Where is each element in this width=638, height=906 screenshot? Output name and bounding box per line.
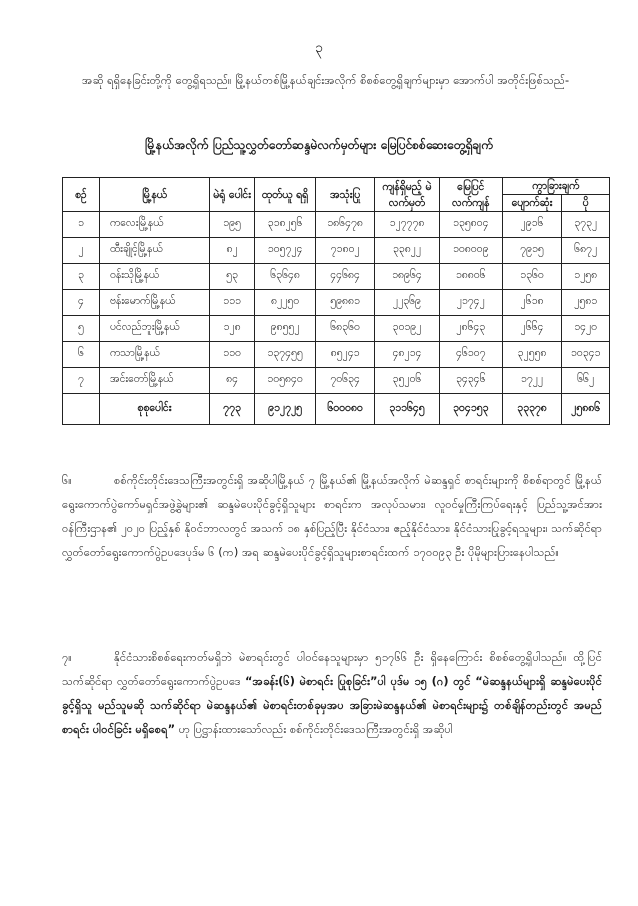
- cell-used: ၅၉၈၈၁: [316, 290, 375, 316]
- table-row: [63, 264, 610, 290]
- cell-issued: ၈၂၂၅၀: [255, 290, 316, 316]
- cell-total-missing: ၃၃၃၇၈: [502, 394, 562, 425]
- paragraph-6-number: ၆။: [62, 473, 72, 487]
- header-township: မြို့နယ်: [99, 178, 209, 212]
- paragraph-6-text: စစ်ကိုင်းတိုင်းဒေသကြီးအတွင်းရှိ အဆိုပါမြို့နယ် ၇ မြို့နယ်၏ မြို့နယ်အလိုက် မဲဆန္ဒရှင် စာရင်းများကို စိစစ်ရာတွင် မြို့နယ်ရွေးကောက်ပွဲကော်မရှင်အဖွဲ့ခွဲများ၏ ဆန္ဒမဲပေးပိုင်ခွင့်ရှိသူများ စာရင်းက အလုပ်သမား၊ လူဝင်မှုကြီးကြပ်ရေးနှင့် ပြည်သူ့အင်အားဝန်ကြီးဌာန၏ ၂၀၂၀ ပြည့်နှစ် နိုဝင်ဘာလတွင် အသက် ၁၈ နှစ်ပြည့်ပြီး နိုင်ငံသား၊ ဧည့်နိုင်ငံသား၊ နိုင်ငံသားပြုခွင့်ရသူများ၊ သက်ဆိုင်ရာ လွှတ်တော်ရွေးကောက်ပွဲဥပဒေပုဒ်မ ၆ (က) အရ ဆန္ဒမဲပေးပိုင်ခွင့်ရှိသူများစာရင်းထက် ၁၇၀၀၉၃ ဦး ပိုမိုများပြားနေပါသည်။: [62, 473, 602, 559]
- table-row: [63, 316, 610, 342]
- cell-missing: ၂၆၁၈: [502, 290, 562, 316]
- cell-township: အင်းတော်မြို့နယ်: [99, 368, 209, 394]
- page-number: ၃: [315, 40, 323, 56]
- cell-used: ၈၅၂၄၁: [316, 342, 375, 368]
- cell-missing: ၂၉၁၆: [502, 212, 562, 238]
- table-row: [63, 342, 610, 368]
- cell-township: ကလေးမြို့နယ်: [99, 212, 209, 238]
- table-total-row: [63, 394, 610, 425]
- cell-excess: ၁၄၂၀: [562, 316, 610, 342]
- table-header-row: [63, 178, 610, 195]
- cell-excess: ၂၅၈၁: [562, 290, 610, 316]
- cell-ground: ၂၈၆၄၃: [439, 316, 502, 342]
- cell-township: ဗန်းမောက်မြို့နယ်: [99, 290, 209, 316]
- cell-township: ထီးချိုင့်မြို့နယ်: [99, 238, 209, 264]
- cell-ground: ၁၃၅၈၀၄: [439, 212, 502, 238]
- cell-excess: ၆၆၂: [562, 368, 610, 394]
- header-ground-remaining: မြေပြင် လက်ကျန်: [439, 178, 502, 212]
- cell-township: ဝန်းသိုမြို့နယ်: [99, 264, 209, 290]
- cell-issued: ၉၈၅၅၂: [255, 316, 316, 342]
- cell-remaining: ၁၈၉၆၄: [375, 264, 440, 290]
- header-issued: ထုတ်ယူ ရရှိ: [255, 178, 316, 212]
- cell-excess: ၁၂၅၈: [562, 264, 610, 290]
- cell-remaining: ၃၅၂၀၆: [375, 368, 440, 394]
- cell-issued: ၁၀၅၇၂၄: [255, 238, 316, 264]
- cell-total-used: ၆၀၀၀၈၀: [316, 394, 375, 425]
- cell-township: ပင်လည်ဘူးမြို့နယ်: [99, 316, 209, 342]
- paragraph-7-text-c: ဟု ပြဋ္ဌာန်းထားသော်လည်း စစ်ကိုင်းတိုင်းဒေသကြီးအတွင်းရှိ အဆိုပါ: [178, 722, 453, 736]
- table-row: [63, 290, 610, 316]
- cell-ground: ၁၀၈၀၀၉: [439, 238, 502, 264]
- paragraph-7-quote: “အခန်း(၆) မဲစာရင်း ပြုစုခြင်း”ပါ ပုဒ်မ ၁၅ (ဂ) တွင် “မဲဆန္ဒနယ်များရှိ ဆန္ဒမဲပေးပိုင်ခွင့်ရှိသူ မည်သူမဆို သက်ဆိုင်ရာ မဲဆန္ဒနယ်၏ မဲစာရင်းတစ်ခုမှအပ အခြားမဲဆန္ဒနယ်၏ မဲစာရင်းများ၌ တစ်ချိန်တည်းတွင် အမည် စာရင်း ပါဝင်ခြင်း မရှိစေရ”: [62, 674, 602, 736]
- table-row: [63, 368, 610, 394]
- paragraph-7-number: ၇။: [62, 650, 72, 664]
- cell-voters: ၁၂၈: [209, 316, 254, 342]
- cell-used: ၇၁၈၀၂: [316, 238, 375, 264]
- cell-voters: ၁၉၅: [209, 212, 254, 238]
- cell-township: ကသာမြို့နယ်: [99, 342, 209, 368]
- cell-no: ၇: [63, 368, 100, 394]
- cell-no: ၄: [63, 290, 100, 316]
- cell-missing: ၃၂၅၅၈: [502, 342, 562, 368]
- paragraph-7-text-a: နိုင်ငံသားစိစစ်ရေးကတ်မရှိဘဲ မဲစာရင်းတွင် ပါဝင်နေသူများမှာ ၅၁၇၆၆ ဦး ရှိနေကြောင်း စိစစ်တွေ့ရှိပါသည်။ ထို့ပြင် သက်ဆိုင်ရာ လွှတ်တော်ရွေးကောက်ပွဲဥပဒေ: [62, 650, 602, 688]
- cell-ground: ၄၆၁၀၇: [439, 342, 502, 368]
- cell-no: ၅: [63, 316, 100, 342]
- table-row: [63, 212, 610, 238]
- cell-remaining: ၃၃၈၂၂: [375, 238, 440, 264]
- cell-issued: ၁၀၅၈၄၀: [255, 368, 316, 394]
- cell-no: ၃: [63, 264, 100, 290]
- header-voters-total: မဲရုံ ပေါင်း: [209, 178, 254, 212]
- cell-voters: ၈၄: [209, 368, 254, 394]
- cell-remaining: ၁၂၇၇၇၈: [375, 212, 440, 238]
- cell-total-excess: ၂၅၈၈၆: [562, 394, 610, 425]
- cell-voters: ၁၁၁: [209, 290, 254, 316]
- cell-issued: ၃၁၈၂၅၆: [255, 212, 316, 238]
- cell-issued: ၆၃၆၄၈: [255, 264, 316, 290]
- cell-used: ၆၈၃၆၀: [316, 316, 375, 342]
- cell-no: ၆: [63, 342, 100, 368]
- cell-ground: ၁၈၈၀၆: [439, 264, 502, 290]
- header-excess: ပို: [562, 195, 610, 212]
- cell-total-voters: ၇၇၃: [209, 394, 254, 425]
- cell-remaining: ၄၈၂၁၄: [375, 342, 440, 368]
- cell-issued: ၁၃၇၄၅၅: [255, 342, 316, 368]
- cell-remaining: ၃၀၁၉၂: [375, 316, 440, 342]
- cell-voters: ၈၂: [209, 238, 254, 264]
- cell-no: ၁: [63, 212, 100, 238]
- table-row: [63, 238, 610, 264]
- township-ballot-table: [62, 177, 610, 425]
- header-missing: ပျောက်ဆုံး: [502, 195, 562, 212]
- header-difference: ကွာခြားချက်: [502, 178, 609, 195]
- cell-missing: ၂၆၆၄: [502, 316, 562, 342]
- cell-total-issued: ၉၁၂၇၂၅: [255, 394, 316, 425]
- cell-no: ၂: [63, 238, 100, 264]
- header-remaining: ကျန်ရှိမည့် မဲလက်မှတ်: [375, 178, 440, 212]
- cell-voters: ၁၁၀: [209, 342, 254, 368]
- cell-ground: ၃၄၃၄၆: [439, 368, 502, 394]
- cell-used: ၇၀၆၃၄: [316, 368, 375, 394]
- cell-excess: ၃၇၃၂: [562, 212, 610, 238]
- cell-blank: [63, 394, 100, 425]
- cell-remaining: ၂၂၃၆၉: [375, 290, 440, 316]
- cell-total-label: စုစုပေါင်း: [99, 394, 209, 425]
- paragraph-6: [62, 468, 602, 564]
- cell-missing: ၁၃၆၀: [502, 264, 562, 290]
- paragraph-7: [62, 645, 602, 741]
- cell-used: ၁၈၆၄၇၈: [316, 212, 375, 238]
- header-used: အသုံးပြု: [316, 178, 375, 212]
- cell-used: ၄၄၆၈၄: [316, 264, 375, 290]
- cell-ground: ၂၁၇၄၂: [439, 290, 502, 316]
- cell-voters: ၅၃: [209, 264, 254, 290]
- cell-excess: ၁၀၃၄၁: [562, 342, 610, 368]
- cell-total-remaining: ၃၁၁၆၄၅: [375, 394, 440, 425]
- cell-excess: ၆၈၇၂: [562, 238, 610, 264]
- cell-missing: ၇၉၁၅: [502, 238, 562, 264]
- intro-paragraph: အဆို ရရှိနေခြင်းတို့ကို တွေ့ရှိရသည်။ မြို့နယ်တစ်မြို့နယ်ချင်းအလိုက် စိစစ်တွေ့ရှိချက်များမှာ အောက်ပါ အတိုင်းဖြစ်သည်-: [82, 73, 570, 87]
- cell-missing: ၁၇၂၂: [502, 368, 562, 394]
- table-title: မြို့နယ်အလိုက် ပြည်သူ့လွှတ်တော်ဆန္ဒမဲလက်မှတ်များ မြေပြင်စစ်ဆေးတွေ့ရှိချက်: [144, 138, 494, 152]
- header-no: စဉ်: [63, 178, 100, 212]
- cell-total-ground: ၃၀၄၁၅၃: [439, 394, 502, 425]
